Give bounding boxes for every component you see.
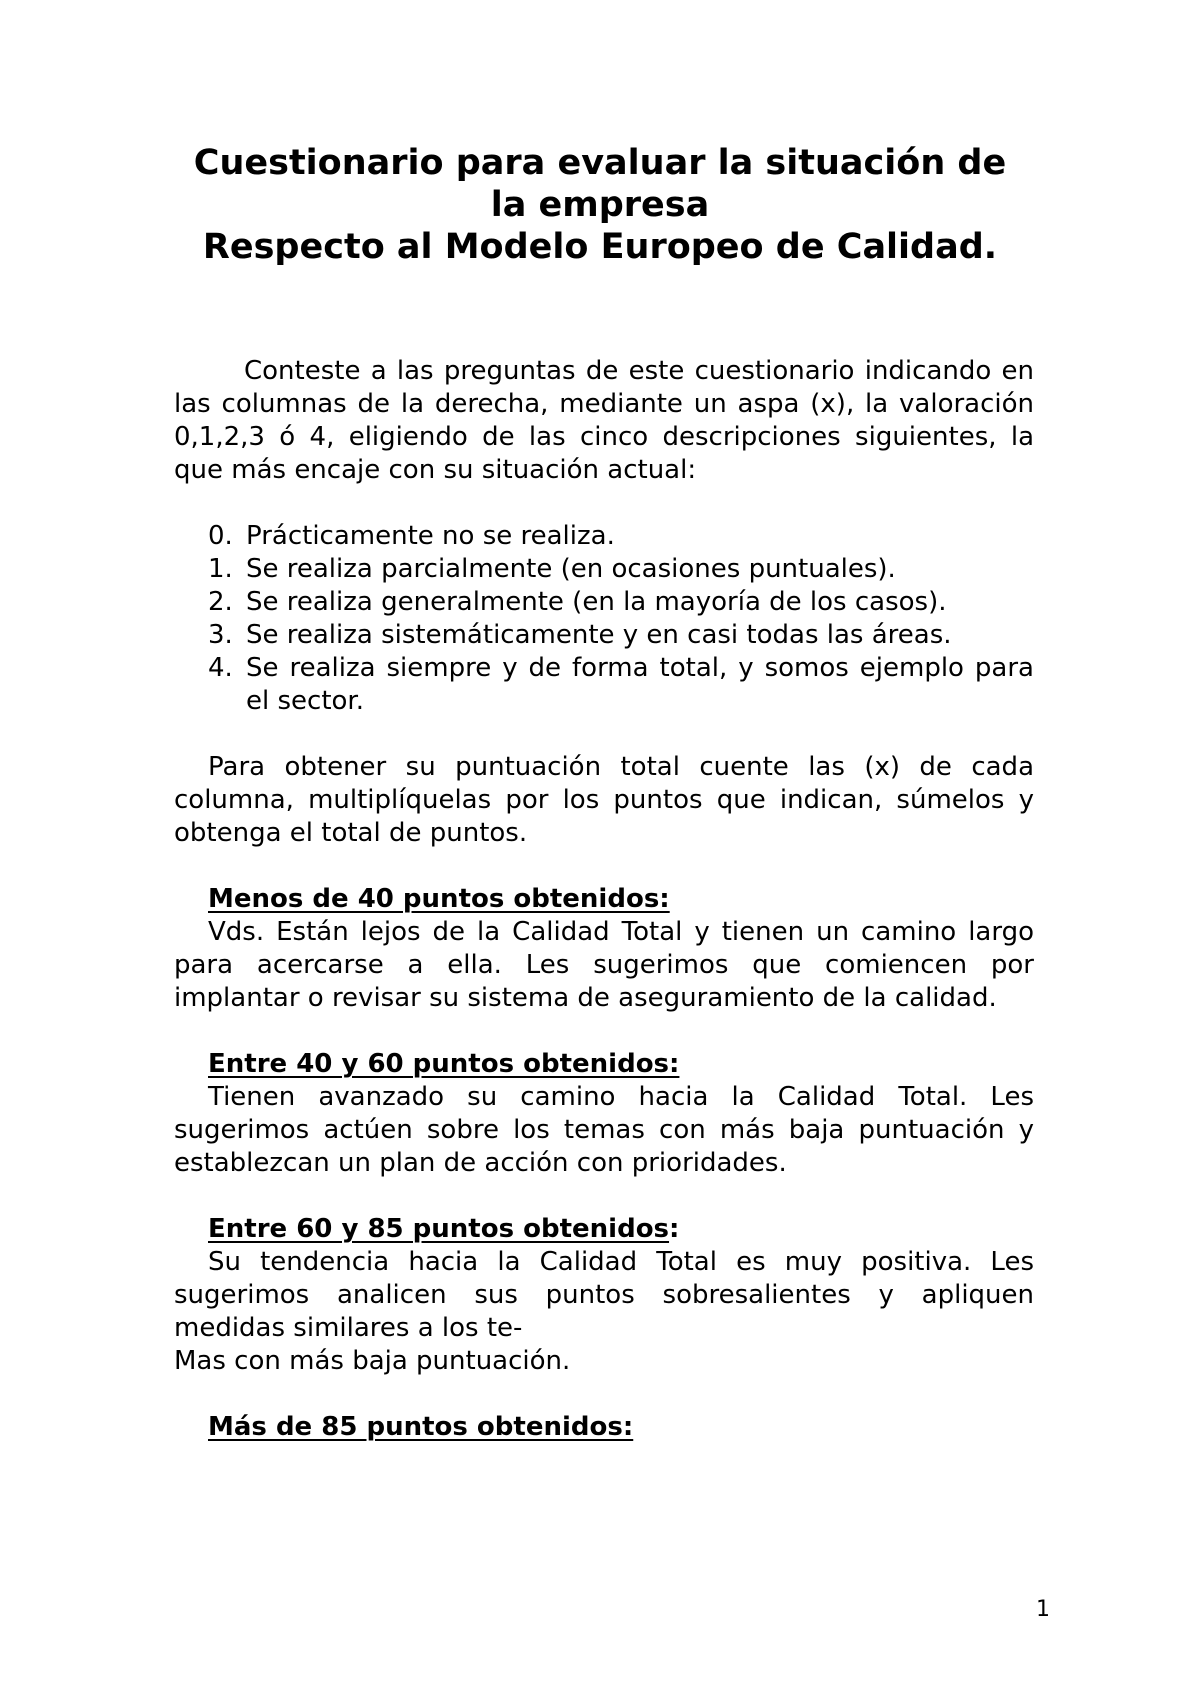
- list-item-number: 3.: [208, 620, 233, 650]
- range-heading-under-40: [174, 883, 1034, 916]
- range-heading-over-85: [174, 1411, 1034, 1444]
- document-body: [174, 355, 1034, 1444]
- range-text-60-85-continued: Mas con más baja puntuación.: [174, 1346, 571, 1376]
- range-heading-40-60: [174, 1048, 1034, 1081]
- list-item: [208, 553, 1034, 586]
- range-heading-text: Entre 40 y 60 puntos obtenidos:: [208, 1049, 680, 1079]
- rating-scale-list: [174, 520, 1034, 718]
- spacer: [174, 1180, 1034, 1213]
- spacer: [174, 1378, 1034, 1411]
- range-text-60-85: Su tendencia hacia la Calidad Total es muy positiva. Les sugerimos analicen sus puntos sobresalientes y apliquen medidas similares a los te-: [174, 1247, 1034, 1343]
- intro-paragraph: Conteste a las preguntas de este cuestionario indicando en las columnas de la derecha, mediante un aspa (x), la valoración 0,1,2,3 ó 4, eligiendo de las cinco descripciones siguientes, la que más encaje con su situación actual:: [174, 356, 1034, 485]
- instructions-paragraph: Para obtener su puntuación total cuente las (x) de cada columna, multiplíquelas por los puntos que indican, súmelos y obtenga el total de puntos.: [174, 752, 1034, 848]
- range-text-under-40: Vds. Están lejos de la Calidad Total y tienen un camino largo para acercarse a ella. Les sugerimos que comiencen por implantar o revisar su sistema de aseguramiento de la calidad.: [174, 917, 1034, 1013]
- list-item: [208, 619, 1034, 652]
- range-heading-suffix: :: [669, 1214, 680, 1244]
- list-item: [208, 586, 1034, 619]
- spacer: [174, 1015, 1034, 1048]
- list-item-text: Se realiza siempre y de forma total, y somos ejemplo para el sector.: [246, 653, 1034, 716]
- range-heading-60-85: [174, 1213, 1034, 1246]
- list-item: [208, 520, 1034, 553]
- list-item-text: Se realiza parcialmente (en ocasiones puntuales).: [246, 554, 896, 584]
- list-item-number: 0.: [208, 521, 233, 551]
- spacer: [174, 718, 1034, 751]
- range-heading-text: Menos de 40 puntos obtenidos:: [208, 884, 670, 914]
- list-item-number: 1.: [208, 554, 233, 584]
- spacer: [174, 850, 1034, 883]
- title-line-2: la empresa: [490, 185, 710, 225]
- list-item-text: Se realiza sistemáticamente y en casi todas las áreas.: [246, 620, 952, 650]
- list-item-number: 2.: [208, 587, 233, 617]
- title-line-1: Cuestionario para evaluar la situación de: [193, 143, 1007, 183]
- page-number: 1: [1036, 1597, 1050, 1622]
- document-title: [150, 142, 1050, 268]
- list-item-number: 4.: [208, 653, 233, 683]
- range-text-40-60: Tienen avanzado su camino hacia la Calidad Total. Les sugerimos actúen sobre los temas con más baja puntuación y establezcan un plan de acción con prioridades.: [174, 1082, 1034, 1178]
- range-heading-text: Más de 85 puntos obtenidos:: [208, 1412, 634, 1442]
- list-item-text: Prácticamente no se realiza.: [246, 521, 615, 551]
- list-item-text: Se realiza generalmente (en la mayoría de los casos).: [246, 587, 947, 617]
- list-item: [208, 652, 1034, 718]
- range-heading-text: Entre 60 y 85 puntos obtenidos: [208, 1214, 670, 1244]
- title-line-3: Respecto al Modelo Europeo de Calidad.: [202, 227, 998, 267]
- spacer: [174, 487, 1034, 520]
